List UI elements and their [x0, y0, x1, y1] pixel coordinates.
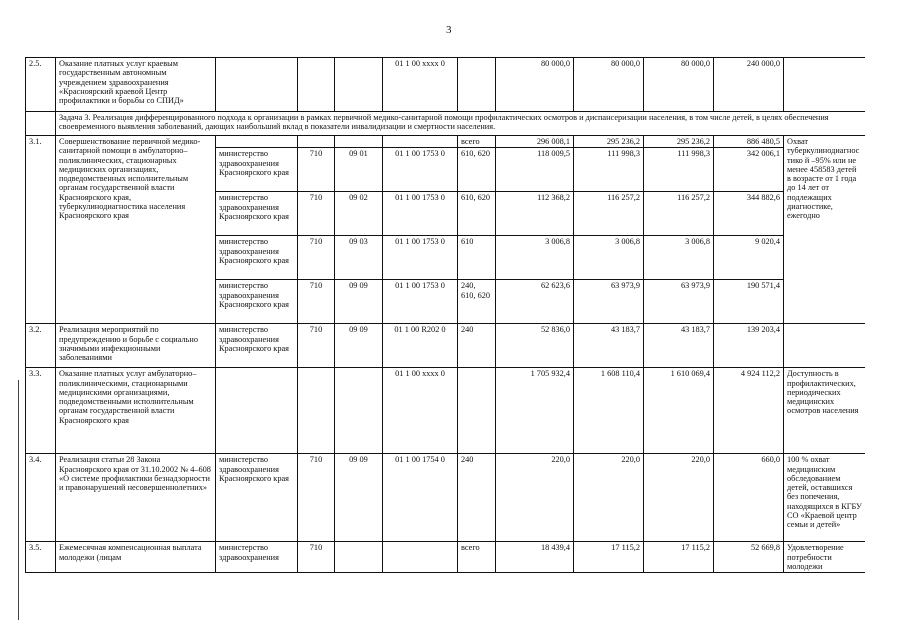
- total-value: 4 924 112,2: [714, 368, 784, 454]
- csr-code: 01 1 00 xxxx 0: [383, 58, 458, 112]
- vr-code: 240, 610, 620: [458, 280, 496, 324]
- year2-value: 43 183,7: [574, 324, 644, 368]
- scan-margin-line: [18, 380, 19, 620]
- table-row: [26, 58, 866, 112]
- expected-result: Охват туберкулинодиагностико й –95% или не менее 458583 детей в возрасте от 1 года до 14 лет от подлежащих диагностике, ежегодно: [784, 136, 866, 324]
- total-value: 240 000,0: [714, 58, 784, 112]
- grbs-code: 710: [298, 148, 335, 192]
- year1-value: 3 006,8: [496, 236, 574, 280]
- page-number: 3: [446, 24, 452, 36]
- budget-table: [25, 57, 865, 582]
- rzpr-code: 09 02: [335, 192, 383, 236]
- grbs-code: 710: [298, 542, 335, 573]
- grbs-code: 710: [298, 236, 335, 280]
- year2-value: 1 608 110,4: [574, 368, 644, 454]
- total-value: 139 203,4: [714, 324, 784, 368]
- csr-code: 01 1 00 1754 0: [383, 454, 458, 542]
- grbs-name: министерство здравоохранения Красноярского края: [216, 280, 298, 324]
- year2-value: 220,0: [574, 454, 644, 542]
- grbs-name: министерство здравоохранения Красноярского края: [216, 192, 298, 236]
- vr-code: всего: [458, 136, 496, 148]
- year2-value: 111 998,3: [574, 148, 644, 192]
- vr-code: 610, 620: [458, 148, 496, 192]
- year2-value: 63 973,9: [574, 280, 644, 324]
- year3-value: 80 000,0: [644, 58, 714, 112]
- year3-value: 17 115,2: [644, 542, 714, 573]
- year3-value: 1 610 069,4: [644, 368, 714, 454]
- year1-value: 112 368,2: [496, 192, 574, 236]
- year1-value: 18 439,4: [496, 542, 574, 573]
- expected-result: Удовлетворение потребности молодежи: [784, 542, 866, 573]
- total-value: 344 882,6: [714, 192, 784, 236]
- year3-value: 295 236,2: [644, 136, 714, 148]
- vr-code: 610: [458, 236, 496, 280]
- rzpr-code: 09 03: [335, 236, 383, 280]
- year1-value: 52 836,0: [496, 324, 574, 368]
- grbs-name: министерство здравоохранения Красноярского края: [216, 236, 298, 280]
- year1-value: 220,0: [496, 454, 574, 542]
- rzpr-code: 09 09: [335, 280, 383, 324]
- year2-value: 295 236,2: [574, 136, 644, 148]
- row-number: 2.5.: [26, 58, 56, 112]
- year2-value: 80 000,0: [574, 58, 644, 112]
- grbs-name: министерство здравоохранения Красноярского края: [216, 148, 298, 192]
- year3-value: 111 998,3: [644, 148, 714, 192]
- measure-name: Оказание платных услуг краевым государственным автономным учреждением здравоохранения «Красноярский краевой Центр профилактики и борьбы со СПИД»: [56, 58, 216, 112]
- task-3-heading: Задача 3. Реализация дифференцированного подхода к организации в рамках первичной медико-санитарной помощи профилактических осмотров и диспансеризации населения, в том числе детей, в целях обеспечения своевременного выявления заболеваний, дающих наибольший вклад в показатели инвалидизации и смертности населения.: [56, 112, 866, 136]
- year1-value: 1 705 932,4: [496, 368, 574, 454]
- expected-result: 100 % охват медицинским обследованием детей, оставшихся без попечения, находящихся в КГБУ СО «Краевой центр семьи и детей»: [784, 454, 866, 542]
- year1-value: 62 623,6: [496, 280, 574, 324]
- csr-code: 01 1 00 1753 0: [383, 148, 458, 192]
- row-number: 3.3.: [26, 368, 56, 454]
- year3-value: 3 006,8: [644, 236, 714, 280]
- row-number: 3.2.: [26, 324, 56, 368]
- table-row: [26, 136, 866, 148]
- total-value: 886 480,5: [714, 136, 784, 148]
- measure-name: Реализация мероприятий по предупреждению и борьбе с социально значимыми инфекционными заболеваниями: [56, 324, 216, 368]
- year3-value: 116 257,2: [644, 192, 714, 236]
- total-value: 190 571,4: [714, 280, 784, 324]
- measure-name: Реализация статьи 28 Закона Красноярского края от 31.10.2002 № 4–608 «О системе профилактики безнадзорности и правонарушений несовершеннолетних»: [56, 454, 216, 542]
- grbs-code: 710: [298, 280, 335, 324]
- vr-code: 240: [458, 454, 496, 542]
- year1-value: 118 009,5: [496, 148, 574, 192]
- grbs-name: министерство здравоохранения Красноярского края: [216, 454, 298, 542]
- rzpr-code: 09 09: [335, 454, 383, 542]
- csr-code: 01 1 00 1753 0: [383, 192, 458, 236]
- year2-value: 3 006,8: [574, 236, 644, 280]
- csr-code: 01 1 00 xxxx 0: [383, 368, 458, 454]
- total-value: 9 020,4: [714, 236, 784, 280]
- task-row: [26, 112, 866, 136]
- vr-code: 240: [458, 324, 496, 368]
- table-row: [26, 454, 866, 542]
- rzpr-code: 09 09: [335, 324, 383, 368]
- year2-value: 17 115,2: [574, 542, 644, 573]
- year2-value: 116 257,2: [574, 192, 644, 236]
- grbs-code: 710: [298, 192, 335, 236]
- grbs-name: министерство здравоохранения Красноярского края: [216, 324, 298, 368]
- year3-value: 43 183,7: [644, 324, 714, 368]
- grbs-name: министерство здравоохранения: [216, 542, 298, 573]
- year1-value: 296 008,1: [496, 136, 574, 148]
- total-value: 342 006,1: [714, 148, 784, 192]
- table-row: [26, 542, 866, 573]
- measure-name: Оказание платных услуг амбулаторно–поликлиническими, стационарными медицинскими организациями, подведомственными исполнительным органам государственной власти Красноярского края: [56, 368, 216, 454]
- csr-code: 01 1 00 1753 0: [383, 236, 458, 280]
- year3-value: 220,0: [644, 454, 714, 542]
- row-number: 3.5.: [26, 542, 56, 573]
- vr-code: 610, 620: [458, 192, 496, 236]
- total-value: 52 669,8: [714, 542, 784, 573]
- row-number: 3.1.: [26, 136, 56, 324]
- expected-result: Доступность в профилактических, периодических медицинских осмотров населения: [784, 368, 866, 454]
- grbs-code: 710: [298, 454, 335, 542]
- csr-code: 01 1 00 R202 0: [383, 324, 458, 368]
- vr-code: всего: [458, 542, 496, 573]
- grbs-code: 710: [298, 324, 335, 368]
- csr-code: 01 1 00 1753 0: [383, 280, 458, 324]
- measure-name: Совершенствование первичной медико-санитарной помощи в амбулаторно–поликлинических, стационарных медицинских организациях, подведомственных исполнительным органам государственной власти Красноярского края, туберкулинодиагностика населения Красноярского края: [56, 136, 216, 324]
- measure-name: Ежемесячная компенсационная выплата молодежи (лицам: [56, 542, 216, 573]
- year3-value: 63 973,9: [644, 280, 714, 324]
- row-number: 3.4.: [26, 454, 56, 542]
- year1-value: 80 000,0: [496, 58, 574, 112]
- rzpr-code: 09 01: [335, 148, 383, 192]
- table-row: [26, 324, 866, 368]
- table-row: [26, 368, 866, 454]
- total-value: 660,0: [714, 454, 784, 542]
